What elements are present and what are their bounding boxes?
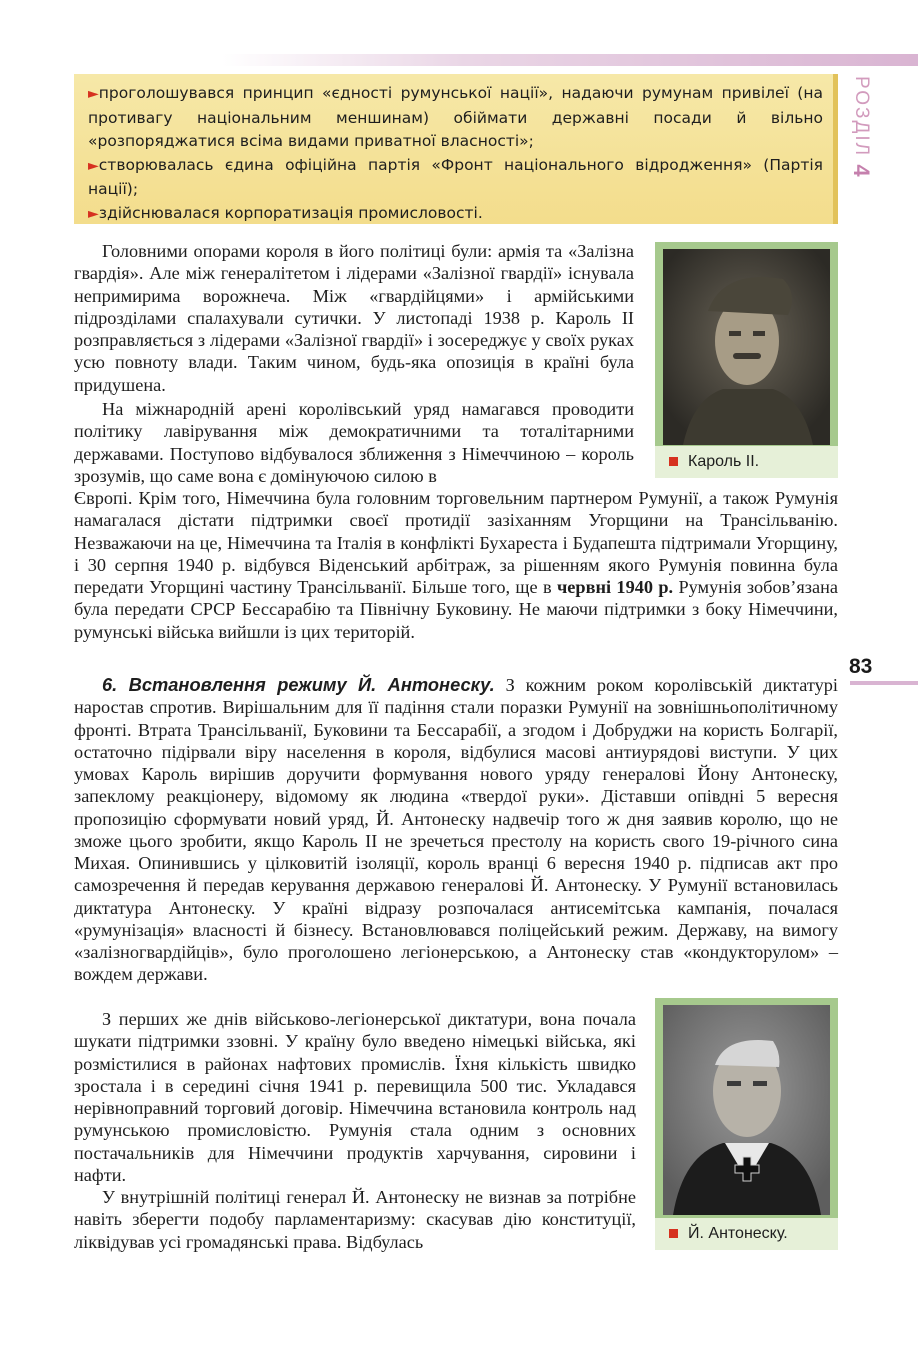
- paragraph: Головними опорами короля в його політиці були: армія та «Залізна гвардія». Але між генералітетом і лідерами «Залізної гвардії» існувала непримирима ворожнеча. Між «гвардійцями» і армійськими підрозділами спалахували сутички. У листопаді 1938 р. Кароль II розправляється з лідерами «Залізної гвардії» і зосереджує у своїх руках усю повноту влади. Таким чином, будь-яка опозиція в країні була придушена.: [74, 241, 634, 395]
- photo-antonescu: [655, 998, 838, 1250]
- paragraph: З перших же днів військово-легіонерської диктатури, вона почала шукати підтримки ззовні. У країну було введено німецькі війська, які розмістилися в районах нафтових промислів. Їхня кількість швидко зростала і в середині січня 1941 р. перевищила 500 тис. Укладався нерівноправний торговий договір. Німеччина встановила контроль над румунською промисловістю. Румунія стала одним з основних постачальників для Німеччини продуктів харчування, сировини і нафти.: [74, 1009, 636, 1185]
- paragraph: У внутрішній політиці генерал Й. Антонеску не визнав за потрібне навіть зберегти подобу парламентаризму: скасував дію конституції, ліквідував усі громадянські права. Відбулась: [74, 1187, 636, 1252]
- antonescu-portrait: [663, 1005, 830, 1215]
- paragraph: 6. Встановлення режиму Й. Антонеску. З кожним роком королівській диктатурі наростав спротив. Вирішальним для її падіння стали поразки Румунії на зовнішньополітичному фронті. Втрата Трансільванії, Буковини та Бессарабії, а згодом і Добруджи на користь Болгарії, остаточно підірвали віру населення в короля, відбулися масові антиурядові виступи. У цих умовах Кароль вирішив доручити формування нового уряду генералові Йону Антонеску, запеклому реакціонеру, відомому як людина «твердої руки». Діставши опівдні 5 вересня пропозицію сформувати новий уряд, Й. Антонеску надвечір того ж дня заявив королю, що не зможе цього зробити, якщо Кароль II не зречеться престолу на користь свого 19-річного сина Михая. Опинившись у цілковитій ізоляції, король вранці 6 вересня 1940 р. підписав акт про самозречення й передав керування державою генералові Й. Антонеску. У Румунії встановилась диктатура Антонеску. У країні відразу розпочалася антисемітська кампанія, почалася «румунізація» власності й бізнесу. Встановлювався поліцейський режим. Державу, на вимогу «залізногвардійців», було проголошено легіонерською, а Антонеску став «кондукторулом» – вождем держави.: [74, 674, 838, 985]
- chapter-label: [848, 76, 874, 226]
- square-bullet-icon: [669, 457, 678, 466]
- top-decorative-bar: [222, 54, 918, 66]
- page-number: 83: [849, 655, 873, 678]
- highlight-item: ►проголошувався принцип «єдності румунської нації», надаючи румунам привілеї (на противагу національним меншинам) обіймати державні посади й вільно «розпоряджатися всіма видами приватної власності»;: [88, 84, 823, 150]
- chapter-label-text: РОЗДІЛ: [851, 76, 872, 158]
- portrait-illustration: [663, 1005, 830, 1215]
- triangle-bullet-icon: ►: [88, 205, 99, 222]
- paragraph: На міжнародній арені королівський уряд намагався проводити політику лавірування між демократичними та тоталітарними державами. Поступово відбувалося зближення з Німеччиною – король зрозумів, що саме вона є домінуючою силою в: [74, 399, 634, 486]
- portrait-illustration: [663, 249, 830, 445]
- highlight-item: ►здійснювалася корпоратизація промисловості.: [88, 203, 483, 222]
- bold-date: червні 1940 р.: [556, 577, 674, 597]
- section-heading: 6. Встановлення режиму Й. Антонеску.: [102, 674, 495, 695]
- highlight-box: [74, 74, 838, 224]
- photo-caption: Й. Антонеску.: [655, 1218, 838, 1250]
- triangle-bullet-icon: ►: [88, 86, 99, 102]
- photo-caption: Кароль II.: [655, 446, 838, 478]
- triangle-bullet-icon: ►: [88, 157, 99, 174]
- page-number-underline: [850, 681, 918, 685]
- paragraph: Європі. Крім того, Німеччина була головним торговельним партнером Румунії, а також Румунія намагалася дістати підтримки своєї протидії зазіханням Угорщини на Трансільванію. Незважаючи на це, Німеччина та Італія в конфлікті Бухареста і Будапешта підтримали Угорщину, і 30 серпня 1940 р. відбувся Віденський арбітраж, за рішенням якого Румунія повинна була передати Угорщині частину Трансільванії. Більше того, ще в червні 1940 р. Румунія зобов’язана була передати СРСР Бессарабію та Північну Буковину. Не маючи підтримки з боку Німеччини, румунські війська вийшли із цих територій.: [74, 488, 838, 642]
- chapter-number: 4: [849, 164, 874, 179]
- square-bullet-icon: [669, 1229, 678, 1238]
- highlight-item: ►створювалась єдина офіційна партія «Фронт національного відродження» (Партія нації);: [88, 155, 823, 198]
- carol-portrait: [663, 249, 830, 445]
- photo-carol: [655, 242, 838, 478]
